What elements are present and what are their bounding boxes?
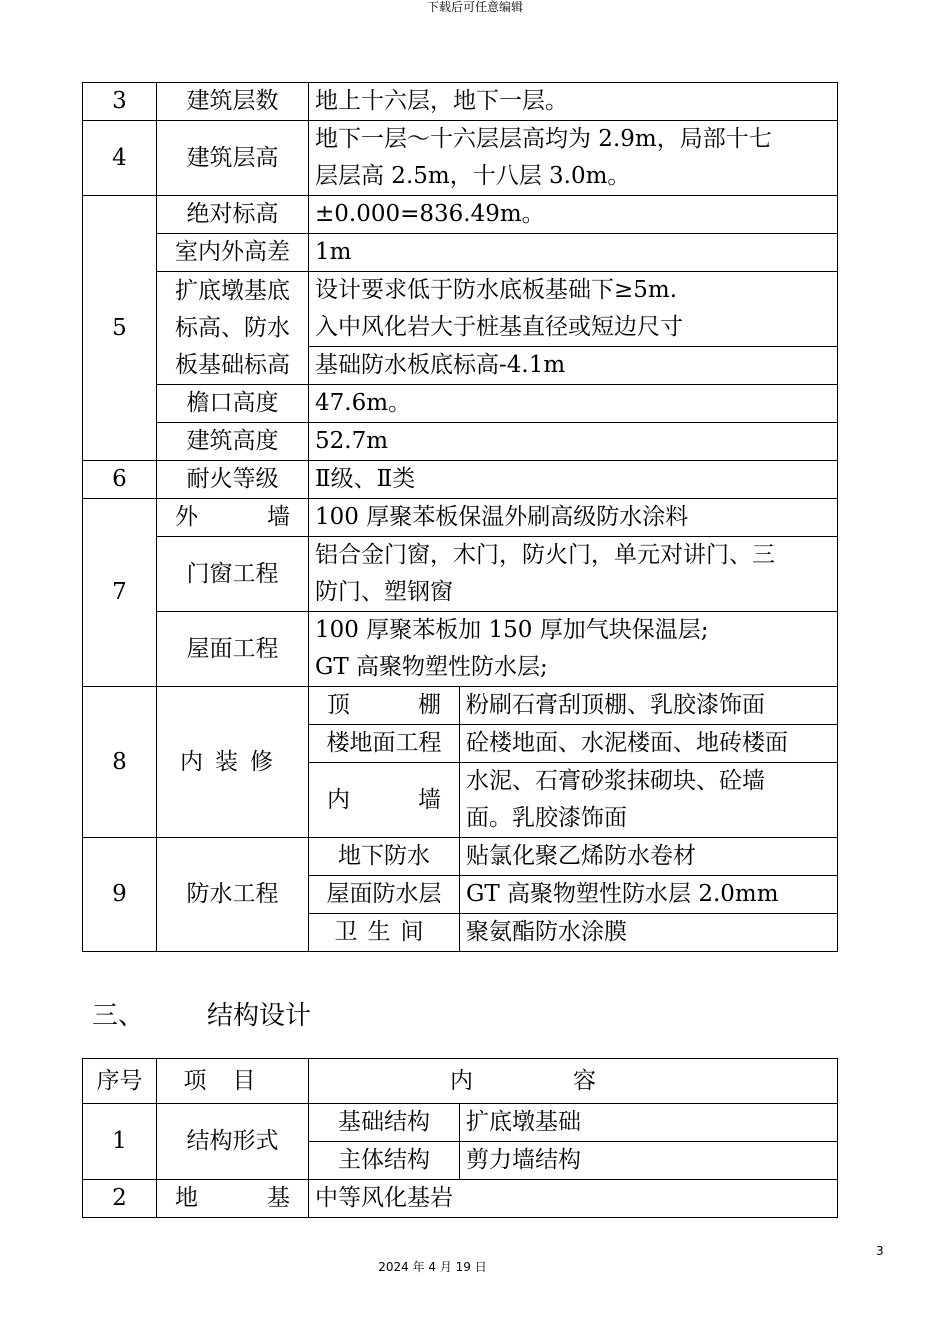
label-text: 卫生间: [334, 919, 434, 945]
table-row: [83, 234, 838, 272]
item-content: Ⅱ级、Ⅱ类: [309, 461, 838, 499]
content-line: 入中风化岩大于桩基直径或短边尺寸: [315, 314, 683, 340]
content-line: 设计要求低于防水底板基础下≥5m.: [315, 277, 678, 303]
row-number: 9: [83, 838, 157, 952]
item-label: 建筑层高: [157, 121, 309, 196]
table-row: [83, 1180, 838, 1218]
structure-design-table: [82, 1058, 838, 1218]
table-row: [83, 687, 838, 725]
page-number: 3: [876, 1244, 884, 1258]
sub-item-content: [460, 763, 838, 838]
item-content: 1m: [309, 234, 838, 272]
sub-item-content: 粉刷石膏刮顶棚、乳胶漆饰面: [460, 687, 838, 725]
item-content: [309, 272, 838, 347]
item-content: 52.7m: [309, 423, 838, 461]
header-item: [157, 1059, 309, 1104]
sub-item-label: 楼地面工程: [309, 725, 460, 763]
item-label: 门窗工程: [157, 537, 309, 612]
content-line: 防门、塑钢窗: [315, 579, 453, 605]
content-line: 面。乳胶漆饰面: [466, 805, 627, 831]
sub-item-label: [309, 914, 460, 952]
content-line: GT 高聚物塑性防水层;: [315, 654, 548, 680]
table-row: [83, 838, 838, 876]
sub-item-label: 主体结构: [309, 1142, 460, 1180]
item-content: 100 厚聚苯板保温外刷高级防水涂料: [309, 499, 838, 537]
header-text: 项目: [183, 1067, 282, 1094]
label-line: 板基础标高: [175, 351, 290, 378]
content-line: 铝合金门窗，木门，防火门，单元对讲门、三: [315, 542, 775, 568]
sub-item-content: 砼楼地面、水泥楼面、地砖楼面: [460, 725, 838, 763]
sub-item-label: 内墙: [309, 763, 460, 838]
item-content: 基础防水板底标高-4.1m: [309, 347, 838, 385]
row-number: 4: [83, 121, 157, 196]
sub-item-label: 地下防水: [309, 838, 460, 876]
content-line: 水泥、石膏砂浆抹砌块、砼墙: [466, 768, 765, 794]
row-number: 7: [83, 499, 157, 687]
item-label: 室内外高差: [157, 234, 309, 272]
footer-date: 2024 年 4 月 19 日: [378, 1260, 487, 1274]
item-label: [157, 272, 309, 385]
item-label: 屋面工程: [157, 612, 309, 687]
sub-item-content: 聚氨酯防水涂膜: [460, 914, 838, 952]
item-label: [157, 687, 309, 838]
section-number: 三、: [92, 1001, 145, 1031]
item-label: 耐火等级: [157, 461, 309, 499]
item-label: 建筑层数: [157, 83, 309, 121]
item-content: 47.6m。: [309, 385, 838, 423]
table-row: [83, 121, 838, 196]
table-row: [83, 196, 838, 234]
label-text: 内装修: [180, 748, 285, 775]
item-label: 檐口高度: [157, 385, 309, 423]
label-line: 扩底墩基底: [175, 277, 290, 304]
row-number: 1: [83, 1104, 157, 1180]
row-number: 2: [83, 1180, 157, 1218]
sub-item-label: 屋面防水层: [309, 876, 460, 914]
section-title: 结构设计: [207, 1001, 312, 1031]
sub-item-label: 基础结构: [309, 1104, 460, 1142]
content-line: 地下一层～十六层层高均为 2.9m，局部十七: [315, 126, 772, 152]
item-label: 结构形式: [157, 1104, 309, 1180]
item-content: [309, 537, 838, 612]
label-line: 标高、防水: [175, 314, 290, 341]
item-label: 绝对标高: [157, 196, 309, 234]
sub-item-label: 顶棚: [309, 687, 460, 725]
item-content: ±0.000=836.49m。: [309, 196, 838, 234]
row-number: 6: [83, 461, 157, 499]
item-content: [309, 612, 838, 687]
row-number: 8: [83, 687, 157, 838]
item-label: 地基: [157, 1180, 309, 1218]
section-heading: [92, 996, 311, 1036]
table-row: [83, 1104, 838, 1142]
item-content: 中等风化基岩: [309, 1180, 838, 1218]
sub-item-content: 贴氯化聚乙烯防水卷材: [460, 838, 838, 876]
page-header: 下载后可任意编辑: [426, 0, 523, 14]
sub-item-content: GT 高聚物塑性防水层 2.0mm: [460, 876, 838, 914]
header-content: [309, 1059, 838, 1104]
item-content: 地上十六层，地下一层。: [309, 83, 838, 121]
item-label: 建筑高度: [157, 423, 309, 461]
row-number: 5: [83, 196, 157, 461]
content-line: 100 厚聚苯板加 150 厚加气块保温层;: [315, 617, 709, 643]
table-row: [83, 612, 838, 687]
table-row: [83, 461, 838, 499]
sub-item-content: 剪力墙结构: [460, 1142, 838, 1180]
item-label: 防水工程: [157, 838, 309, 952]
table-row: [83, 537, 838, 612]
item-label: 外墙: [157, 499, 309, 537]
header-text: 内容: [450, 1067, 696, 1094]
table-row: [83, 83, 838, 121]
table-header-row: [83, 1059, 838, 1104]
building-spec-table: [82, 82, 838, 952]
header-number: 序号: [83, 1059, 157, 1104]
table-row: [83, 499, 838, 537]
content-line: 层层高 2.5m，十八层 3.0m。: [315, 163, 631, 189]
row-number: 3: [83, 83, 157, 121]
table-row: [83, 385, 838, 423]
sub-item-content: 扩底墩基础: [460, 1104, 838, 1142]
item-content: [309, 121, 838, 196]
table-row: [83, 423, 838, 461]
